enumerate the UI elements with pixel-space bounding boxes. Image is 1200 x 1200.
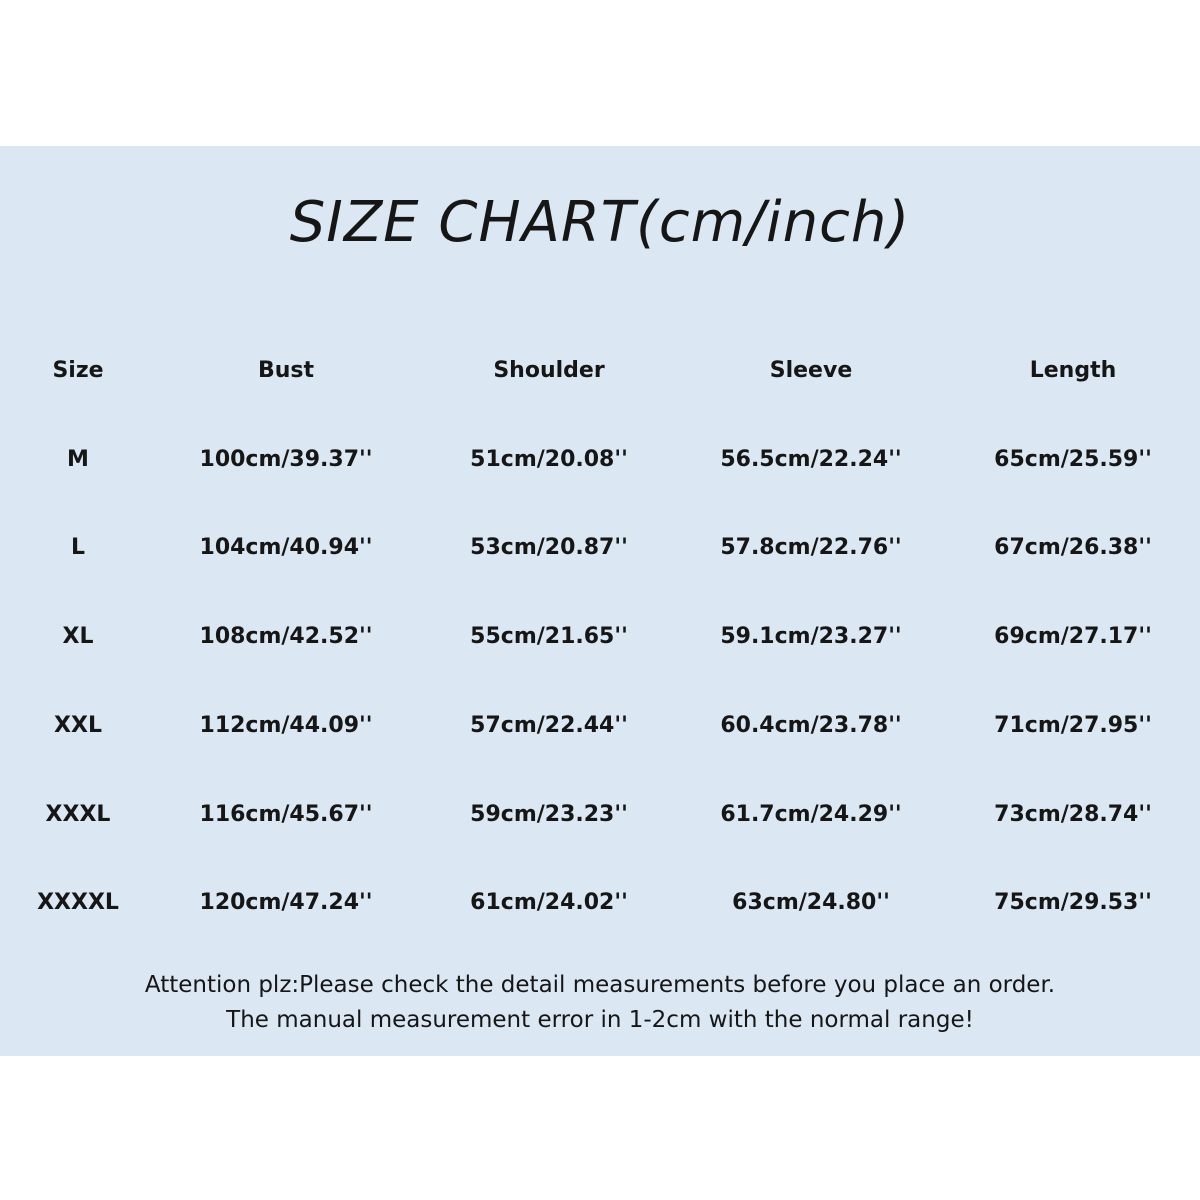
table-row — [0, 795, 1200, 835]
table-row — [0, 528, 1200, 568]
length-cell: 67cm/26.38'' — [994, 535, 1152, 560]
size-cell: M — [67, 447, 89, 472]
length-cell: 73cm/28.74'' — [994, 802, 1152, 827]
shoulder-cell: 59cm/23.23'' — [470, 802, 628, 827]
size-cell: L — [70, 535, 86, 560]
sleeve-cell: 61.7cm/24.29'' — [720, 802, 902, 827]
shoulder-cell: 55cm/21.65'' — [470, 624, 628, 649]
length-cell: 75cm/29.53'' — [994, 890, 1152, 915]
length-cell: 71cm/27.95'' — [994, 713, 1152, 738]
sleeve-cell: 56.5cm/22.24'' — [720, 447, 902, 472]
size-cell: XXL — [54, 713, 102, 738]
header-bust: Bust — [257, 358, 315, 383]
bust-cell: 108cm/42.52'' — [199, 624, 373, 649]
table-row — [0, 883, 1200, 923]
attention-note: Attention plz:Please check the detail measurements before you place an order. — [144, 972, 1056, 998]
shoulder-cell: 53cm/20.87'' — [470, 535, 628, 560]
table-row — [0, 617, 1200, 657]
sleeve-cell: 60.4cm/23.78'' — [720, 713, 902, 738]
shoulder-cell: 51cm/20.08'' — [470, 447, 628, 472]
sleeve-cell: 57.8cm/22.76'' — [720, 535, 902, 560]
table-row — [0, 706, 1200, 746]
size-cell: XL — [62, 624, 94, 649]
bust-cell: 104cm/40.94'' — [199, 535, 373, 560]
size-cell: XXXXL — [37, 890, 119, 915]
bust-cell: 112cm/44.09'' — [199, 713, 373, 738]
length-cell: 69cm/27.17'' — [994, 624, 1152, 649]
header-size: Size — [52, 358, 104, 383]
size-cell: XXXL — [45, 802, 111, 827]
header-shoulder: Shoulder — [493, 358, 605, 383]
sleeve-cell: 59.1cm/23.27'' — [720, 624, 902, 649]
sleeve-cell: 63cm/24.80'' — [732, 890, 890, 915]
shoulder-cell: 57cm/22.44'' — [470, 713, 628, 738]
length-cell: 65cm/25.59'' — [994, 447, 1152, 472]
header-length: Length — [1029, 358, 1117, 383]
measurement-error-note: The manual measurement error in 1-2cm with the normal range! — [226, 1007, 974, 1033]
bust-cell: 116cm/45.67'' — [199, 802, 373, 827]
bust-cell: 100cm/39.37'' — [199, 447, 373, 472]
header-sleeve: Sleeve — [769, 358, 853, 383]
shoulder-cell: 61cm/24.02'' — [470, 890, 628, 915]
bust-cell: 120cm/47.24'' — [199, 890, 373, 915]
chart-title: SIZE CHART(cm/inch) — [289, 190, 911, 255]
table-row — [0, 440, 1200, 480]
table-header-row — [0, 351, 1200, 391]
